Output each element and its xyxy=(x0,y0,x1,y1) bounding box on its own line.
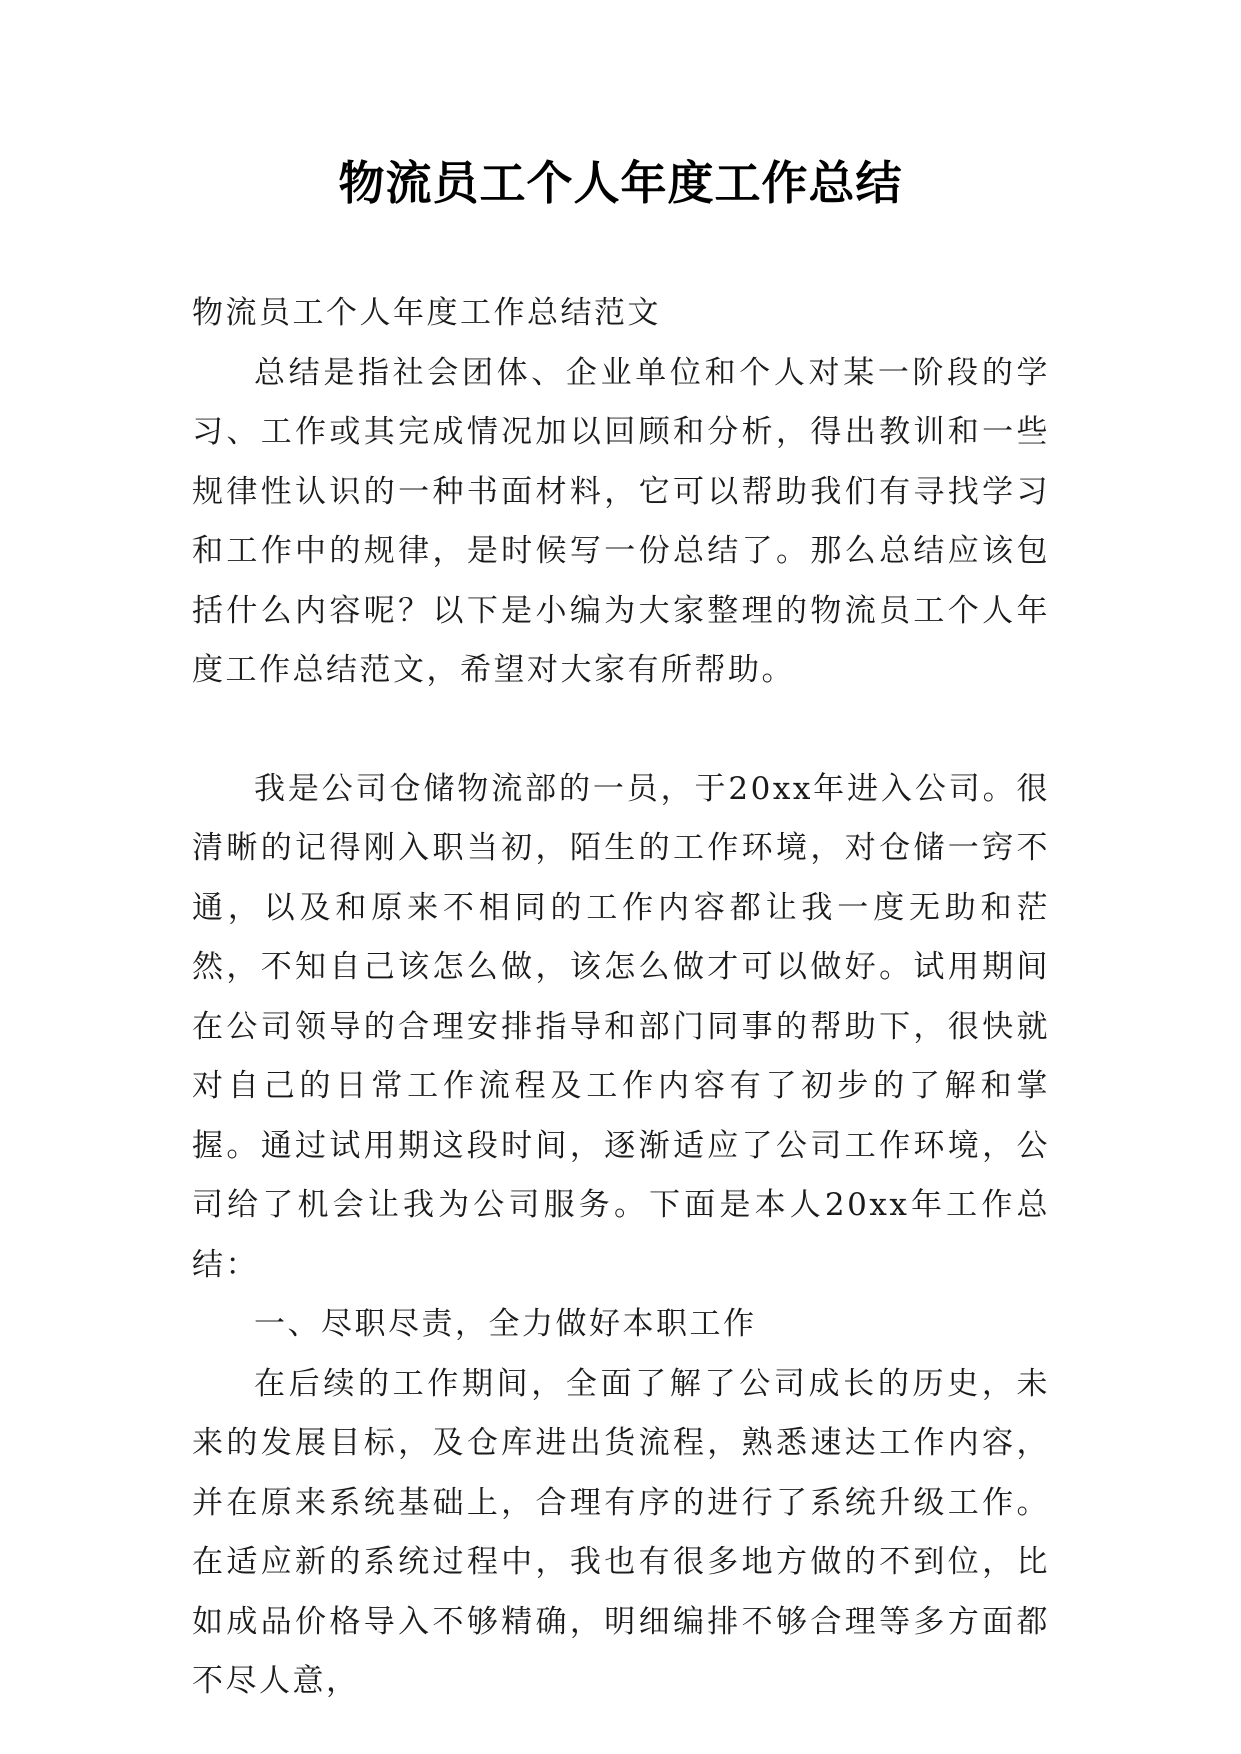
paragraph-spacer xyxy=(192,701,1050,760)
document-body xyxy=(192,284,1050,1712)
subtitle-paragraph: 物流员工个人年度工作总结范文 xyxy=(192,295,661,331)
body-paragraph: 在后续的工作期间，全面了解了公司成长的历史，未来的发展目标，及仓库进出货流程，熟悉速达工作内容，并在原来系统基础上，合理有序的进行了系统升级工作。在适应新的系统过程中，我也有很多地方做的不到位，比如成品价格导入不够精确，明细编排不够合理等多方面都不尽人意， xyxy=(192,1365,1050,1699)
body-paragraph: 我是公司仓储物流部的一员，于20xx年进入公司。很清晰的记得刚入职当初，陌生的工作环境，对仓储一窍不通，以及和原来不相同的工作内容都让我一度无助和茫然，不知自己该怎么做，该怎么做才可以做好。试用期间在公司领导的合理安排指导和部门同事的帮助下，很快就对自己的日常工作流程及工作内容有了初步的了解和掌握。通过试用期这段时间，逐渐适应了公司工作环境，公司给了机会让我为公司服务。下面是本人20xx年工作总结： xyxy=(192,770,1050,1283)
document-title: 物流员工个人年度工作总结 xyxy=(338,156,903,210)
intro-paragraph: 总结是指社会团体、企业单位和个人对某一阶段的学习、工作或其完成情况加以回顾和分析，得出教训和一些规律性认识的一种书面材料，它可以帮助我们有寻找学习和工作中的规律，是时候写一份总结了。那么总结应该包括什么内容呢？以下是小编为大家整理的物流员工个人年度工作总结范文，希望对大家有所帮助。 xyxy=(192,354,1050,688)
section-heading: 一、尽职尽责，全力做好本职工作 xyxy=(254,1306,757,1342)
